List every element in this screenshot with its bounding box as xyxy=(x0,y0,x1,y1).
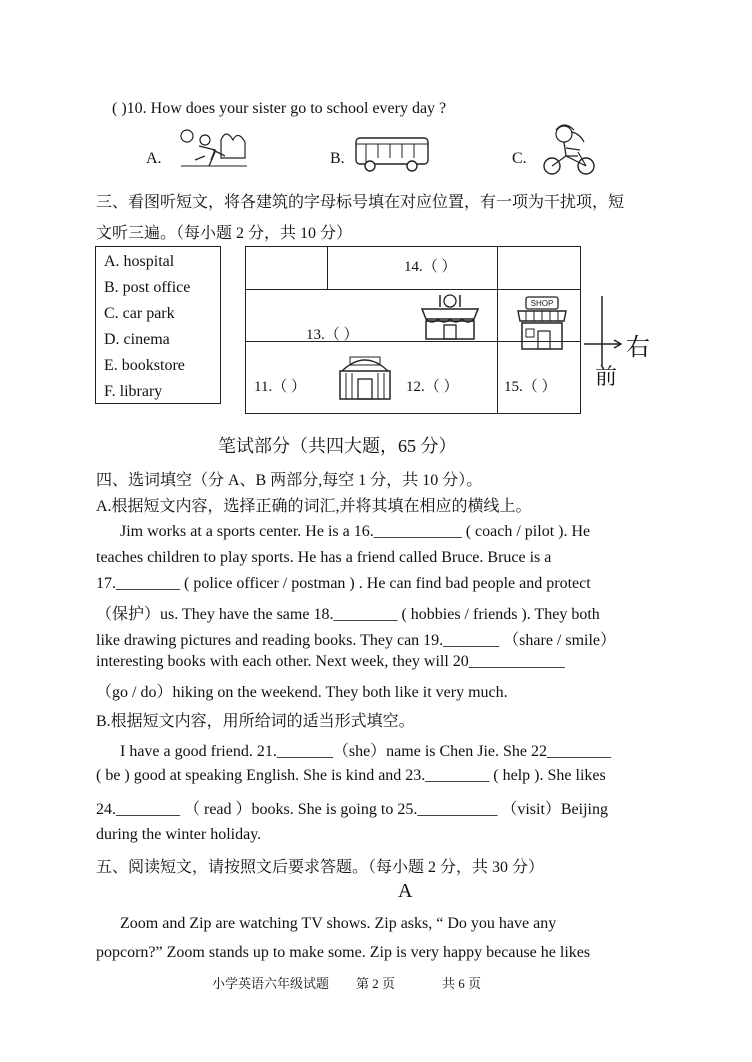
street-map xyxy=(245,246,581,414)
section-3-instruction-line1: 三、看图听短文，将各建筑的字母标号填在对应位置，有一项为干扰项，短 xyxy=(96,194,625,211)
section-4b-instruction: B.根据短文内容，用所给词的适当形式填空。 xyxy=(96,713,415,730)
shop-icon xyxy=(514,295,570,353)
option-a-label: A. xyxy=(146,150,162,167)
passage-line: Zoom and Zip are watching TV shows. Zip asks, “ Do you have any xyxy=(120,915,557,932)
front-label: 前 xyxy=(595,365,618,390)
option-b-label: B. xyxy=(330,150,345,167)
right-label: 右 xyxy=(626,333,650,361)
passage-line: popcorn?” Zoom stands up to make some. Zip is very happy because he likes xyxy=(96,944,591,961)
legend-item: A. hospital xyxy=(104,253,175,270)
question-10: ( )10. How does your sister go to school every day ? xyxy=(112,100,447,117)
legend-item: E. bookstore xyxy=(104,357,185,374)
legend-item: B. post office xyxy=(104,279,191,296)
passage-line: ( be ) good at speaking English. She is kind and 23.________ ( help ). She likes xyxy=(96,767,606,784)
map-divider xyxy=(497,247,498,413)
passage-line: Jim works at a sports center. He is a 16.___________ ( coach / pilot ). He xyxy=(120,523,591,540)
bus-picture xyxy=(352,132,434,174)
passage-line: （go / do）hiking on the weekend. They both like it very much. xyxy=(96,684,508,701)
passage-line: teaches children to play sports. He has a friend called Bruce. Bruce is a xyxy=(96,549,552,566)
walking-picture xyxy=(175,126,250,170)
building-legend xyxy=(95,246,221,404)
map-divider xyxy=(327,247,328,289)
footer-total: 共 6 页 xyxy=(442,976,482,991)
section-4-title: 四、选词填空（分 A、B 两部分,每空 1 分，共 10 分）。 xyxy=(96,472,483,489)
blank-14: 14.（ ） xyxy=(404,259,457,275)
blank-15: 15.（ ） xyxy=(504,379,557,395)
blank-12: 12.（ ） xyxy=(406,379,459,395)
section-5-title: 五、阅读短文，请按照文后要求答题。（每小题 2 分，共 30 分） xyxy=(96,859,545,876)
footer-page: 第 2 页 xyxy=(356,976,396,991)
map-road-line xyxy=(246,289,580,290)
legend-item: F. library xyxy=(104,383,163,400)
blank-13: 13.（ ） xyxy=(306,327,359,343)
legend-item: D. cinema xyxy=(104,331,170,348)
building-icon xyxy=(334,351,396,401)
passage-line: 24.________ （ read ）books. She is going to 25.__________ （visit）Beijing xyxy=(96,801,608,818)
section-3-instruction-line2: 文听三遍。（每小题 2 分，共 10 分） xyxy=(96,225,353,242)
bike-picture xyxy=(538,122,600,178)
written-part-title: 笔试部分（共四大题，65 分） xyxy=(218,436,457,456)
footer-title: 小学英语六年级试题 xyxy=(212,976,330,991)
shop-sign-text: SHOP xyxy=(530,299,554,308)
passage-part-heading: A xyxy=(398,880,413,902)
passage-line: interesting books with each other. Next week, they will 20____________ xyxy=(96,653,565,670)
option-c-label: C. xyxy=(512,150,527,167)
section-4a-instruction: A.根据短文内容，选择正确的词汇,并将其填在相应的横线上。 xyxy=(96,498,532,515)
blank-11: 11.（ ） xyxy=(254,379,306,395)
passage-line: like drawing pictures and reading books. They can 19._______ （share / smile） xyxy=(96,632,617,649)
restaurant-icon xyxy=(418,293,482,341)
legend-item: C. car park xyxy=(104,305,175,322)
passage-line: during the winter holiday. xyxy=(96,826,262,843)
passage-line: I have a good friend. 21._______（she）name is Chen Jie. She 22________ xyxy=(120,743,612,760)
passage-line: （保护）us. They have the same 18.________ ( hobbies / friends ). They both xyxy=(96,606,600,623)
passage-line: 17.________ ( police officer / postman ) . He can find bad people and protect xyxy=(96,575,591,592)
